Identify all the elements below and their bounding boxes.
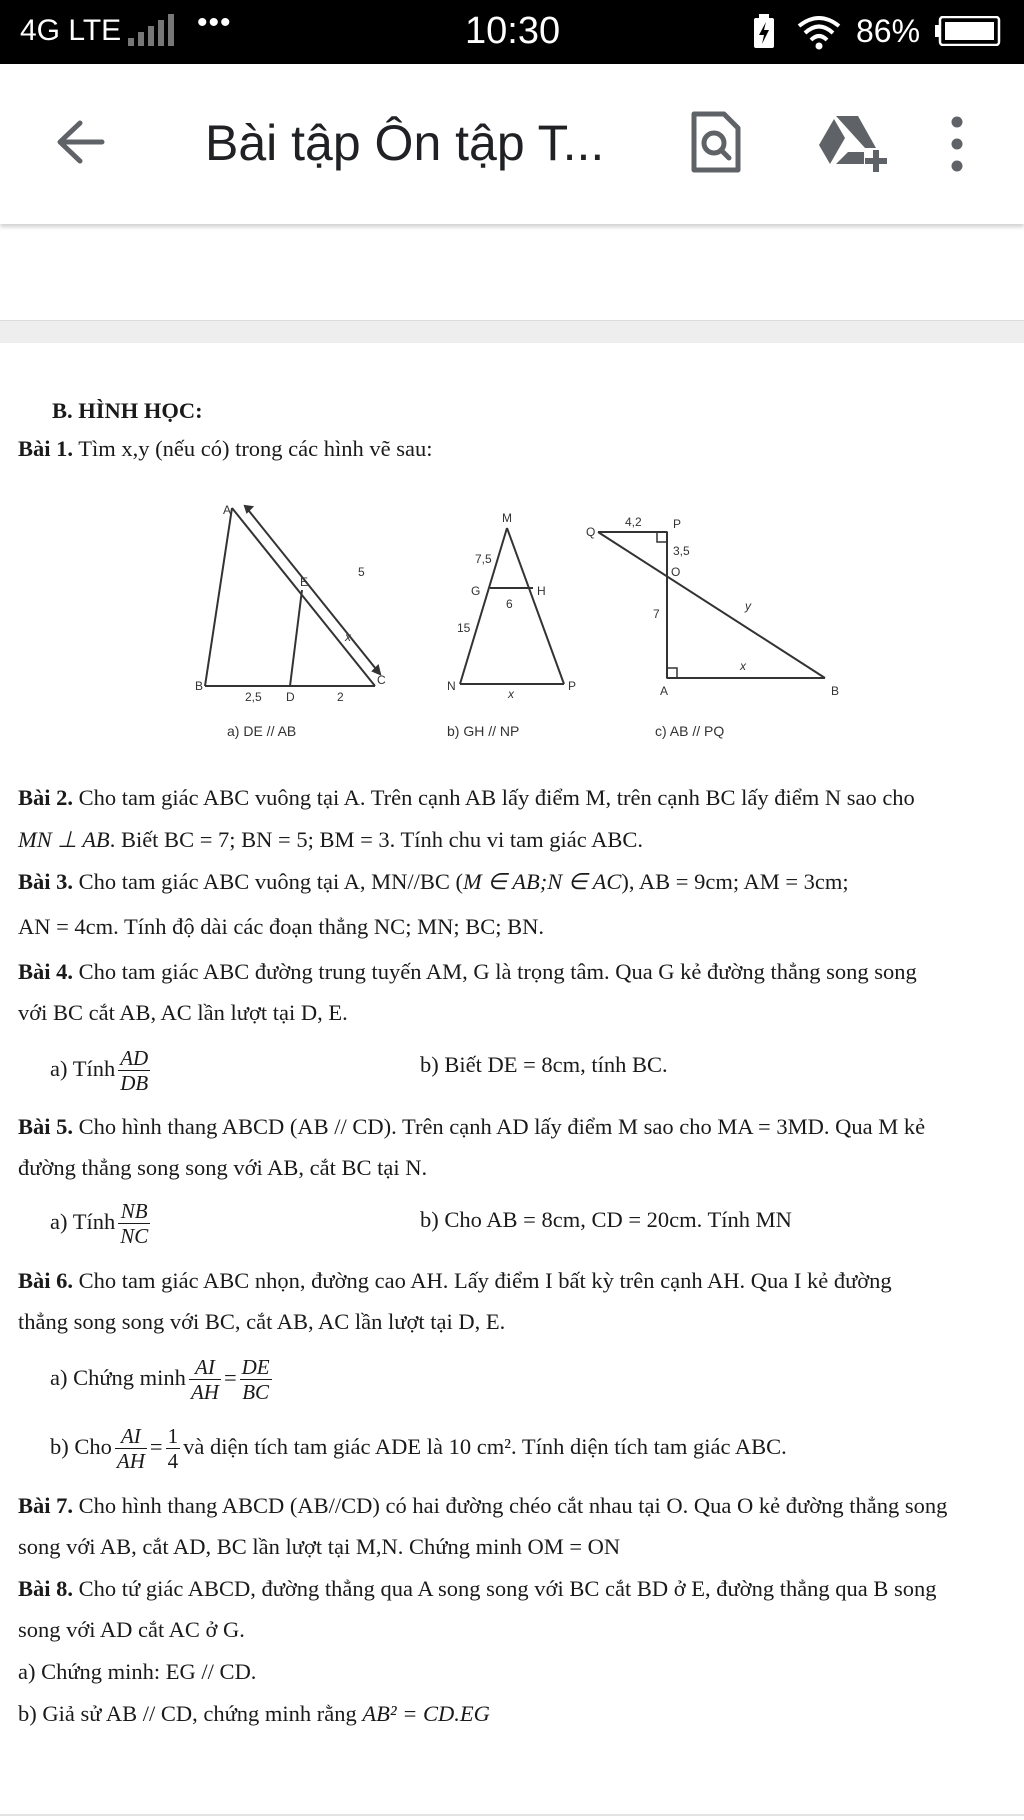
exercise-7-line-1: Bài 7. Cho hình thang ABCD (AB//CD) có hai đường chéo cắt nhau tại O. Qua O kẻ đường thẳng song: [18, 1493, 948, 1518]
fig-b-label-m: M: [502, 511, 512, 525]
fig-c-value-y: y: [745, 599, 751, 613]
fig-c-value-42: 4,2: [625, 515, 642, 529]
overflow-dots: •••: [197, 6, 232, 39]
exercise-2-line-2: MN ⊥ AB. Biết BC = 7; BN = 5; BM = 3. Tính chu vi tam giác ABC.: [18, 827, 643, 852]
fig-c-label-b: B: [831, 684, 840, 698]
exercise-7-line-2: song với AB, cắt AD, BC lần lượt tại M,N. Chứng minh OM = ON: [18, 1534, 621, 1559]
fig-b-caption: b) GH // NP: [447, 723, 520, 739]
fig-b-value-x: x: [508, 687, 514, 701]
fig-c-caption: c) AB // PQ: [655, 723, 725, 739]
exercise-8-part-b: b) Giả sử AB // CD, chứng minh rằng AB² = CD.EG: [18, 1701, 490, 1726]
battery-icon: [935, 16, 1001, 51]
exercise-6-line-2: thẳng song song với BC, cắt AB, AC lần lượt tại D, E.: [18, 1309, 506, 1334]
find-in-page-icon[interactable]: [690, 110, 742, 174]
wifi-icon: [797, 14, 841, 55]
fig-a-value-2: 2: [337, 690, 344, 704]
app-bar: [0, 64, 1024, 224]
fig-b-label-p: P: [568, 679, 577, 693]
fig-a-label-b: B: [195, 679, 204, 693]
fig-c-label-q: Q: [586, 525, 596, 539]
back-arrow-icon[interactable]: [52, 112, 112, 172]
clock: 10:30: [465, 10, 561, 52]
geometry-figures: [195, 498, 855, 748]
figure-c: [598, 532, 825, 678]
exercise-6-line-1: Bài 6. Cho tam giác ABC nhọn, đường cao AH. Lấy điểm I bất kỳ trên cạnh AH. Qua I kẻ đường: [18, 1268, 892, 1293]
exercise-text: Tìm x,y (nếu có) trong các hình vẽ sau:: [73, 436, 433, 461]
battery-charging-icon: [753, 14, 775, 53]
fig-b-value-15: 15: [457, 621, 471, 635]
add-to-drive-icon[interactable]: [818, 114, 888, 172]
fig-a-label-e: E: [300, 575, 309, 589]
fig-b-label-n: N: [447, 679, 456, 693]
exercise-4-line-2: với BC cắt AB, AC lần lượt tại D, E.: [18, 1000, 348, 1025]
exercise-3-line-1: Bài 3. Cho tam giác ABC vuông tại A, MN//BC (M ∈ AB;N ∈ AC), AB = 9cm; AM = 3cm;: [18, 869, 849, 894]
fig-a-label-a: A: [223, 503, 232, 517]
section-title: B. HÌNH HỌC:: [52, 398, 203, 423]
exercise-4-part-a: a) Tính $\frac{AD}{DB}$: [50, 1046, 149, 1096]
fig-a-value-5: 5: [358, 565, 365, 579]
fig-c-value-x: x: [740, 659, 746, 673]
exercise-4-part-b: b) Biết DE = 8cm, tính BC.: [420, 1052, 668, 1077]
exercise-5-part-b: b) Cho AB = 8cm, CD = 20cm. Tính MN: [420, 1207, 792, 1232]
exercise-3-line-2: AN = 4cm. Tính độ dài các đoạn thẳng NC; MN; BC; BN.: [18, 914, 544, 939]
fig-c-label-o: O: [671, 565, 681, 579]
battery-percent: 86%: [856, 13, 921, 49]
fig-a-value-25: 2,5: [245, 690, 262, 704]
exercise-8-line-2: song với AD cắt AC ở G.: [18, 1617, 245, 1642]
exercise-5-part-a: a) Tính $\frac{NB}{NC}$: [50, 1199, 149, 1249]
fig-b-label-g: G: [471, 584, 481, 598]
exercise-label: Bài 1.: [18, 436, 74, 461]
fig-a-caption: a) DE // AB: [227, 723, 297, 739]
page-separator: [0, 320, 1024, 343]
document-title: Bài tập Ôn tập T...: [205, 115, 605, 171]
exercise-6-part-a: a) Chứng minh $\frac{AI}{AH}$ = $\frac{DE}{BC}$: [50, 1355, 270, 1405]
fig-b-value-6: 6: [506, 597, 513, 611]
fig-b-value-75: 7,5: [475, 552, 492, 566]
exercise-6-part-b: b) Cho $\frac{AI}{AH}$ = $\frac{1}{4}$ và diện tích tam giác ADE là 10 cm². Tính diện tích tam giác ABC.: [50, 1424, 787, 1474]
signal-icon: [128, 14, 180, 53]
exercise-8-part-a: a) Chứng minh: EG // CD.: [18, 1659, 257, 1684]
exercise-1: [18, 434, 433, 464]
fig-b-label-h: H: [537, 584, 546, 598]
exercise-5-line-1: Bài 5. Cho hình thang ABCD (AB // CD). Trên cạnh AD lấy điểm M sao cho MA = 3MD. Qua M kẻ: [18, 1114, 926, 1139]
fig-a-label-d: D: [286, 690, 295, 704]
figure-a: [205, 506, 380, 686]
fig-c-value-35: 3,5: [673, 544, 690, 558]
exercise-4-line-1: Bài 4. Cho tam giác ABC đường trung tuyến AM, G là trọng tâm. Qua G kẻ đường thẳng song song: [18, 959, 917, 984]
more-vert-icon[interactable]: [938, 112, 976, 176]
page-bottom-edge: [0, 1814, 1024, 1816]
exercise-8-line-1: Bài 8. Cho tứ giác ABCD, đường thẳng qua A song song với BC cắt BD ở E, đường thẳng qua B song: [18, 1576, 937, 1601]
fig-c-label-p: P: [673, 517, 682, 531]
exercise-2-line-1: Bài 2. Cho tam giác ABC vuông tại A. Trên cạnh AB lấy điểm M, trên cạnh BC lấy điểm N sao cho: [18, 785, 915, 810]
exercise-5-line-2: đường thẳng song song với AB, cắt BC tại N.: [18, 1155, 428, 1180]
status-bar: [0, 0, 1024, 64]
network-type: 4G LTE: [20, 14, 122, 47]
fig-c-label-a: A: [660, 684, 669, 698]
fig-a-value-x: x: [345, 630, 351, 644]
fig-c-value-7: 7: [653, 607, 660, 621]
fig-a-label-c: C: [377, 673, 386, 687]
